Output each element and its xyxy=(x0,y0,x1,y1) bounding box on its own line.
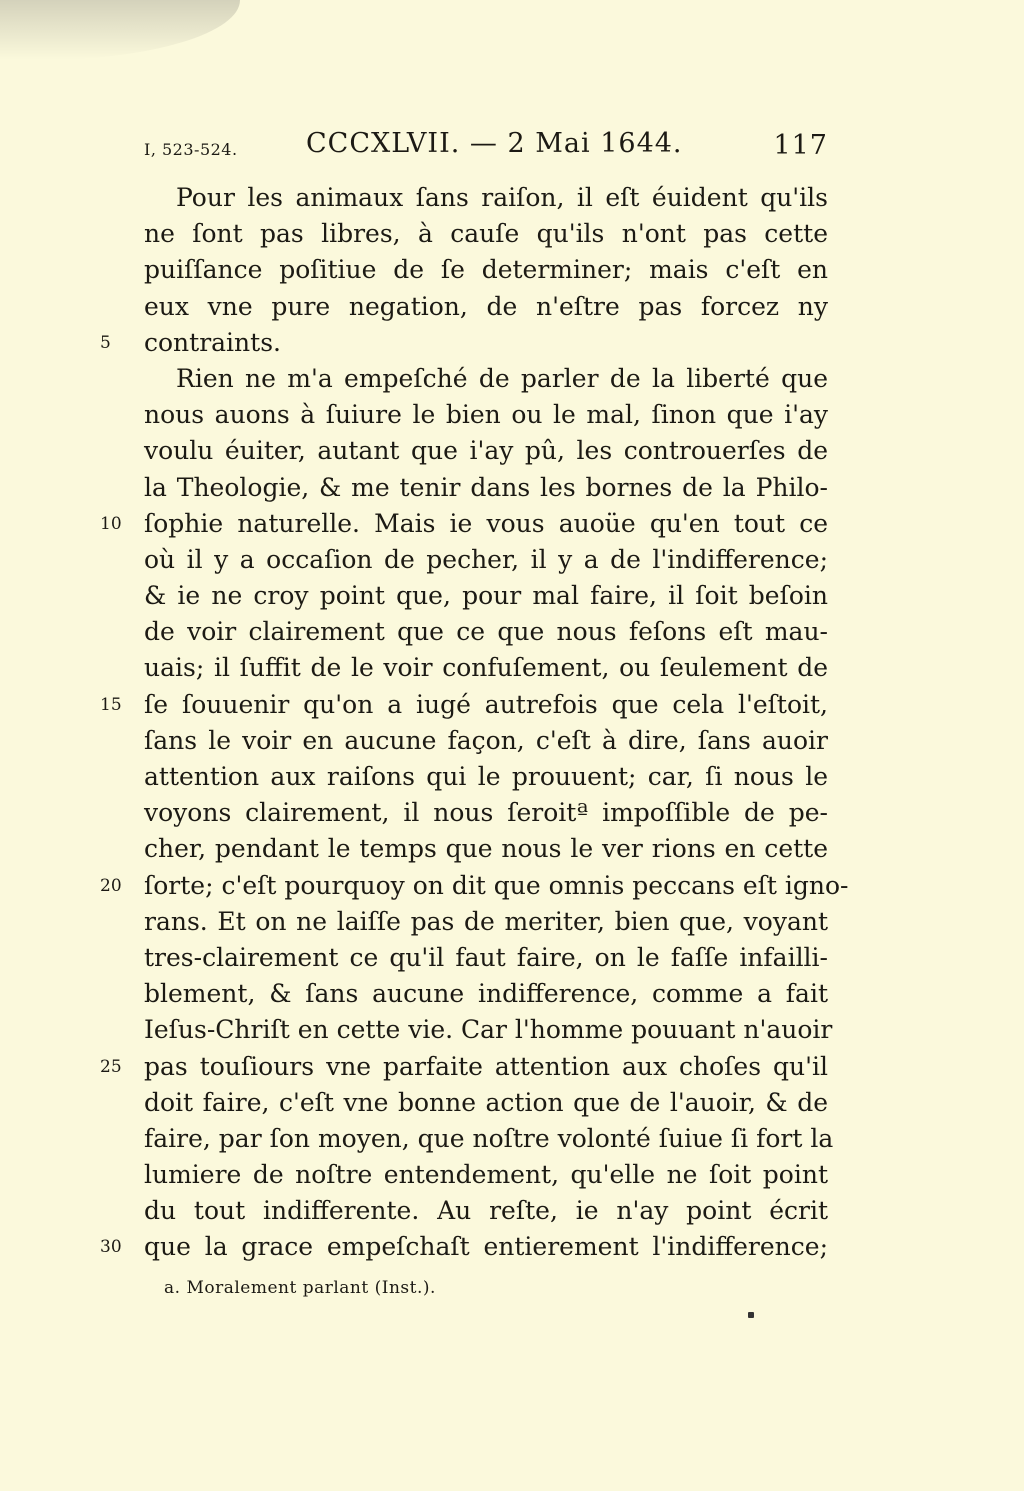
text-line-content: voyons clairement, il nous ſeroitª impoſſible de pe- xyxy=(144,798,828,828)
text-line xyxy=(144,470,828,506)
text-line-content: que la grace empeſchaſt entierement l'indifference; xyxy=(144,1232,828,1262)
text-line xyxy=(144,433,828,469)
text-line-content: Pour les animaux ſans raiſon, il eſt éuident qu'ils xyxy=(176,183,828,212)
header-reference: I, 523-524. xyxy=(144,140,238,159)
text-line xyxy=(100,1229,828,1265)
text-line xyxy=(144,1121,834,1157)
body-text xyxy=(100,180,849,1266)
line-number: 20 xyxy=(100,875,122,896)
text-line-content: ſans le voir en aucune façon, c'eſt à dire, ſans auoir xyxy=(144,725,828,755)
text-line-content: ſophie naturelle. Mais ie vous auoüe qu'en tout ce xyxy=(144,508,828,538)
text-line-content: où il y a occaſion de pecher, il y a de l'indifference; xyxy=(144,544,828,574)
text-line xyxy=(100,506,828,542)
text-line xyxy=(100,1049,828,1085)
text-line xyxy=(144,1012,833,1048)
header-title: CCCXLVII. — 2 Mai 1644. xyxy=(306,128,683,159)
text-line-content: faire, par ſon moyen, que noſtre volonté ſuiue ſi fort la xyxy=(144,1123,834,1153)
text-line xyxy=(144,831,828,867)
page-number: 117 xyxy=(773,130,828,161)
text-line-content: puiſſance poſitiue de ſe determiner; mais c'eſt en xyxy=(144,255,828,285)
text-line xyxy=(144,904,828,940)
text-line-content: Rien ne m'a empeſché de parler de la liberté que xyxy=(176,363,828,393)
text-line xyxy=(144,614,828,650)
text-line xyxy=(144,1157,828,1193)
text-line xyxy=(144,650,828,686)
text-line-content: ne ſont pas libres, à cauſe qu'ils n'ont pas cette xyxy=(144,219,828,249)
text-line-content: attention aux raiſons qui le prouuent; car, ſi nous le xyxy=(144,762,828,791)
text-line-content: ſe ſouuenir qu'on a iugé autrefois que cela l'eſtoit, xyxy=(144,689,828,719)
footnote: a. Moralement parlant (Inst.). xyxy=(164,1278,436,1298)
text-line-content: lumiere de noſtre entendement, qu'elle ne ſoit point xyxy=(144,1160,828,1190)
line-number: 25 xyxy=(100,1056,122,1077)
text-line xyxy=(144,940,828,976)
text-line xyxy=(144,976,828,1012)
text-line-content: & ie ne croy point que, pour mal faire, il ſoit beſoin xyxy=(144,581,828,611)
line-number: 15 xyxy=(100,694,122,715)
text-line-content: voulu éuiter, autant que i'ay pû, les controuerſes de xyxy=(144,436,828,466)
text-line xyxy=(100,868,849,904)
ink-speck xyxy=(748,1312,754,1318)
text-line-content: doit faire, c'eſt vne bonne action que de l'auoir, & de xyxy=(144,1087,828,1117)
text-line-content: uais; il ſuffit de le voir confuſement, ou ſeulement de xyxy=(144,653,828,683)
scan-edge-shadow xyxy=(0,0,240,60)
text-line-content: contraints. xyxy=(144,327,281,357)
text-line-content: ſorte; c'eſt pourquoy on dit que omnis peccans eſt igno- xyxy=(144,870,849,900)
text-line-content: de voir clairement que ce que nous feſons eſt mau- xyxy=(144,617,828,647)
text-line-content: eux vne pure negation, de n'eſtre pas forcez ny xyxy=(144,291,828,321)
text-line xyxy=(144,289,828,325)
text-line-content: nous auons à ſuiure le bien ou le mal, ſinon que i'ay xyxy=(144,400,828,430)
text-line xyxy=(144,723,828,759)
line-number: 10 xyxy=(100,513,122,534)
text-line-content: la Theologie, & me tenir dans les bornes de la Philo- xyxy=(144,472,828,502)
text-line xyxy=(144,759,828,795)
line-number: 5 xyxy=(100,332,111,353)
text-line-content: Ieſus-Chriſt en cette vie. Car l'homme pouuant n'auoir xyxy=(144,1015,833,1045)
text-line xyxy=(144,397,828,433)
text-line-content: cher, pendant le temps que nous le ver rions en cette xyxy=(144,834,828,864)
running-header xyxy=(144,128,828,172)
text-line-content: blement, & ſans aucune indifference, comme a fait xyxy=(144,979,828,1009)
text-line xyxy=(144,1085,828,1121)
text-line xyxy=(100,687,828,723)
text-line xyxy=(144,252,828,288)
text-line-content: du tout indifferente. Au reſte, ie n'ay point écrit xyxy=(144,1196,828,1226)
text-line xyxy=(100,325,828,361)
text-line xyxy=(144,1193,828,1229)
text-line xyxy=(144,578,828,614)
text-line xyxy=(144,216,828,252)
line-number: 30 xyxy=(100,1237,122,1258)
text-line xyxy=(144,795,828,831)
text-line-content: rans. Et on ne laiſſe pas de meriter, bien que, voyant xyxy=(144,906,828,936)
text-line xyxy=(144,542,828,578)
text-line xyxy=(144,180,828,216)
text-line-content: tres-clairement ce qu'il faut faire, on le faſſe infailli- xyxy=(144,942,828,972)
text-line xyxy=(144,361,828,397)
text-line-content: pas touſiours vne parfaite attention aux choſes qu'il xyxy=(144,1051,828,1081)
